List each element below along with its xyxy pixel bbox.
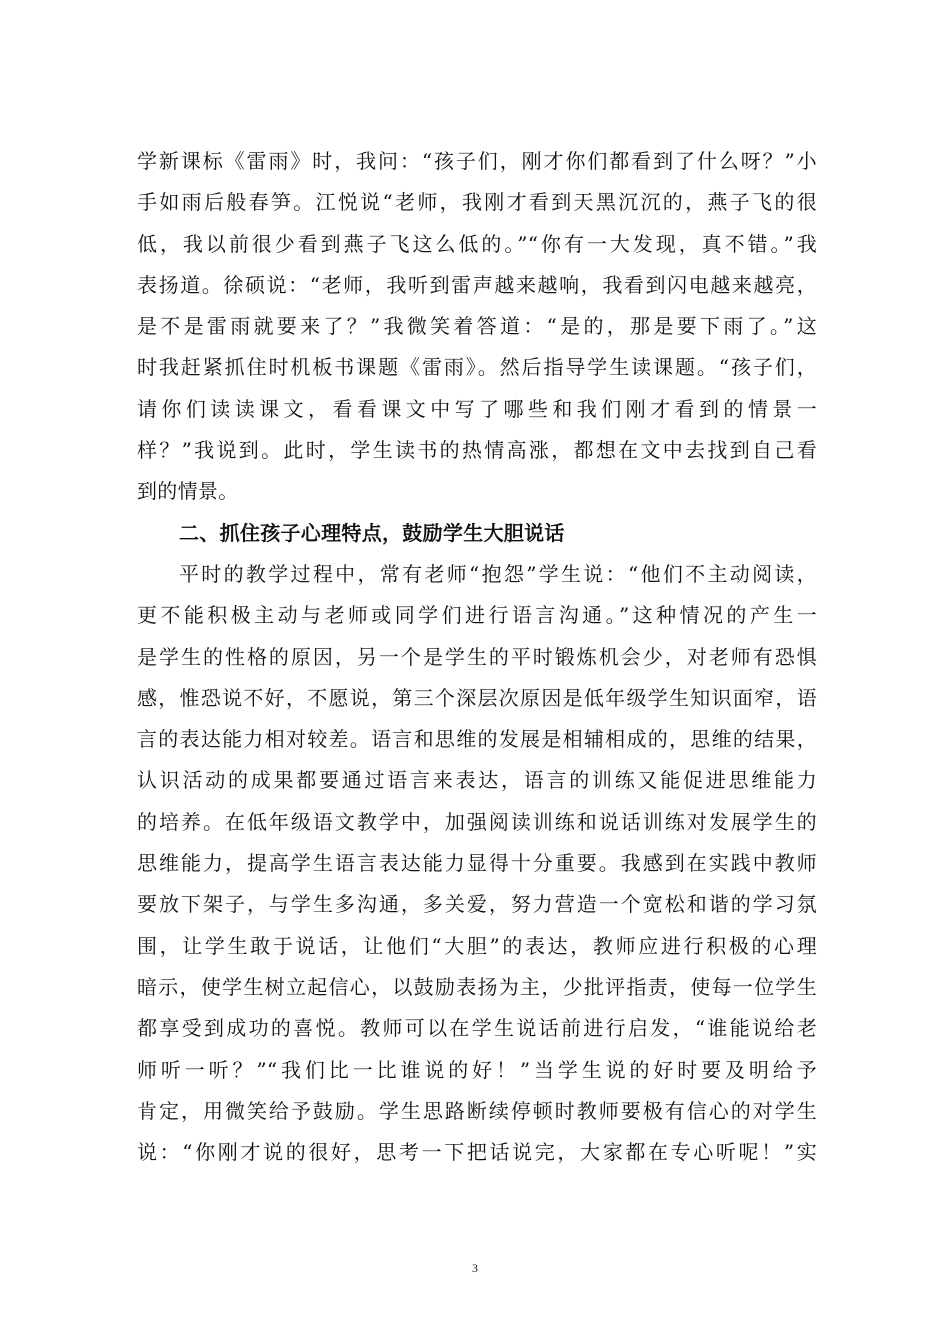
text-line: 平时的教学过程中，常有老师“抱怨”学生说：“他们不主动阅读， <box>179 561 817 586</box>
text-line: 是不是雷雨就要来了？”我微笑着答道：“是的，那是要下雨了。”这 <box>137 314 817 339</box>
text-line: 围，让学生敢于说话，让他们“大胆”的表达，教师应进行积极的心理 <box>137 933 817 958</box>
section-heading: 二、抓住孩子心理特点，鼓励学生大胆说话 <box>179 520 565 545</box>
text-line: 认识活动的成果都要通过语言来表达，语言的训练又能促进思维能力 <box>137 768 817 793</box>
text-line: 是学生的性格的原因，另一个是学生的平时锻炼机会少，对老师有恐惧 <box>137 644 817 669</box>
text-line: 样？”我说到。此时，学生读书的热情高涨，都想在文中去找到自己看 <box>137 438 817 463</box>
text-line: 感，惟恐说不好，不愿说，第三个深层次原因是低年级学生知识面窄，语 <box>137 685 817 710</box>
text-line: 肯定，用微笑给予鼓励。学生思路断续停顿时教师要极有信心的对学生 <box>137 1098 817 1123</box>
text-line: 的培养。在低年级语文教学中，加强阅读训练和说话训练对发展学生的 <box>137 809 817 834</box>
text-line: 都享受到成功的喜悦。教师可以在学生说话前进行启发，“谁能说给老 <box>137 1016 817 1041</box>
text-line: 学新课标《雷雨》时，我问：“孩子们，刚才你们都看到了什么呀？”小 <box>137 149 817 173</box>
text-line: 请你们读读课文，看看课文中写了哪些和我们刚才看到的情景一 <box>137 396 817 421</box>
text-line: 思维能力，提高学生语言表达能力显得十分重要。我感到在实践中教师 <box>137 851 817 876</box>
text-line: 师听一听？”“我们比一比谁说的好！”当学生说的好时要及明给予 <box>137 1057 817 1082</box>
text-line: 低，我以前很少看到燕子飞这么低的。”“你有一大发现，真不错。”我 <box>137 231 817 256</box>
text-line: 言的表达能力相对较差。语言和思维的发展是相辅相成的，思维的结果， <box>137 727 817 752</box>
body-text <box>137 141 817 1173</box>
text-line: 表扬道。徐硕说：“老师，我听到雷声越来越响，我看到闪电越来越亮， <box>137 272 817 297</box>
text-line: 时我赶紧抓住时机板书课题《雷雨》。然后指导学生读课题。“孩子们， <box>137 355 817 380</box>
text-line: 手如雨后般春笋。江悦说“老师，我刚才看到天黑沉沉的，燕子飞的很 <box>137 190 817 215</box>
text-line: 要放下架子，与学生多沟通，多关爱，努力营造一个宽松和谐的学习氛 <box>137 892 817 917</box>
text-line: 到的情景。 <box>137 479 239 504</box>
page-number: 3 <box>472 1261 478 1275</box>
text-line: 更不能积极主动与老师或同学们进行语言沟通。”这种情况的产生一 <box>137 603 817 628</box>
text-line: 说：“你刚才说的很好，思考一下把话说完，大家都在专心听呢！”实 <box>137 1140 817 1165</box>
text-line: 暗示，使学生树立起信心，以鼓励表扬为主，少批评指责，使每一位学生 <box>137 974 817 999</box>
